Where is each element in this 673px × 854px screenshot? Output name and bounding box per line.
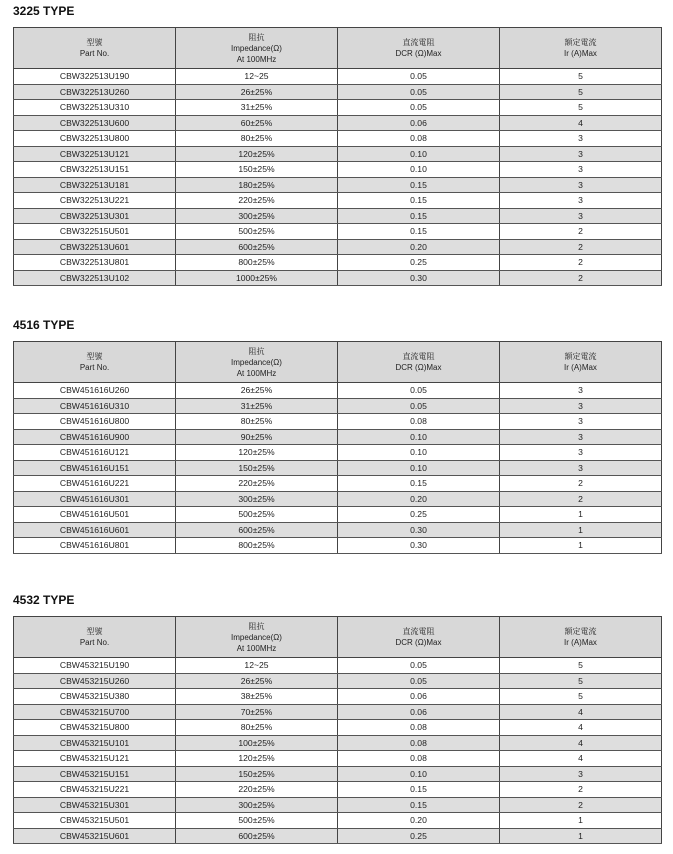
dcr-cell: 0.05 [338,398,500,414]
rated-current-cell: 5 [500,673,662,689]
rated-current-cell: 3 [500,131,662,147]
impedance-cell: 120±25% [176,751,338,767]
dcr-cell: 0.15 [338,193,500,209]
impedance-cell: 26±25% [176,383,338,399]
impedance-cell: 300±25% [176,491,338,507]
rated-current-cell: 5 [500,84,662,100]
table-row [14,658,662,674]
impedance-cell: 150±25% [176,162,338,178]
part-no-cell: CBW322515U501 [14,224,176,240]
table-row [14,69,662,85]
header-impedance: 阻抗 Impedance(Ω) At 100MHz [176,342,338,383]
rated-current-cell: 4 [500,115,662,131]
dcr-cell: 0.15 [338,224,500,240]
part-no-cell: CBW322513U801 [14,255,176,271]
rated-current-cell: 5 [500,100,662,116]
part-no-cell: CBW322513U601 [14,239,176,255]
impedance-cell: 150±25% [176,460,338,476]
impedance-cell: 120±25% [176,445,338,461]
header-row [14,28,662,69]
impedance-cell: 12~25 [176,658,338,674]
dcr-cell: 0.25 [338,828,500,844]
table-row [14,522,662,538]
table-row [14,84,662,100]
dcr-cell: 0.25 [338,255,500,271]
dcr-cell: 0.05 [338,100,500,116]
part-no-cell: CBW451616U601 [14,522,176,538]
dcr-cell: 0.05 [338,673,500,689]
part-no-cell: CBW451616U800 [14,414,176,430]
table-row [14,828,662,844]
part-no-cell: CBW453215U501 [14,813,176,829]
rated-current-cell: 1 [500,522,662,538]
rated-current-cell: 2 [500,270,662,286]
rated-current-cell: 3 [500,208,662,224]
table-row [14,751,662,767]
table-row [14,224,662,240]
part-no-cell: CBW451616U501 [14,507,176,523]
part-no-cell: CBW322513U310 [14,100,176,116]
part-no-cell: CBW451616U900 [14,429,176,445]
rated-current-cell: 2 [500,491,662,507]
table-row [14,255,662,271]
table-row [14,162,662,178]
impedance-cell: 800±25% [176,538,338,554]
dcr-cell: 0.10 [338,445,500,461]
table-row [14,673,662,689]
dcr-cell: 0.30 [338,270,500,286]
impedance-cell: 800±25% [176,255,338,271]
dcr-cell: 0.10 [338,162,500,178]
impedance-cell: 26±25% [176,84,338,100]
table-row [14,239,662,255]
part-no-cell: CBW453215U301 [14,797,176,813]
dcr-cell: 0.15 [338,177,500,193]
table-row [14,813,662,829]
part-no-cell: CBW453215U190 [14,658,176,674]
dcr-cell: 0.06 [338,689,500,705]
impedance-cell: 60±25% [176,115,338,131]
part-no-cell: CBW322513U190 [14,69,176,85]
impedance-cell: 70±25% [176,704,338,720]
table-row [14,193,662,209]
impedance-cell: 600±25% [176,522,338,538]
table-row [14,429,662,445]
section-4516 [13,318,661,554]
impedance-cell: 220±25% [176,476,338,492]
dcr-cell: 0.05 [338,84,500,100]
part-no-cell: CBW322513U221 [14,193,176,209]
rated-current-cell: 3 [500,383,662,399]
table-row [14,797,662,813]
table-row [14,476,662,492]
part-no-cell: CBW322513U800 [14,131,176,147]
dcr-cell: 0.20 [338,239,500,255]
part-no-cell: CBW451616U310 [14,398,176,414]
table-row [14,735,662,751]
impedance-cell: 500±25% [176,507,338,523]
impedance-cell: 12~25 [176,69,338,85]
impedance-cell: 300±25% [176,208,338,224]
rated-current-cell: 5 [500,69,662,85]
rated-current-cell: 2 [500,797,662,813]
rated-current-cell: 2 [500,255,662,271]
table-row [14,491,662,507]
rated-current-cell: 5 [500,689,662,705]
impedance-cell: 31±25% [176,398,338,414]
part-no-cell: CBW453215U151 [14,766,176,782]
impedance-cell: 26±25% [176,673,338,689]
table-row [14,414,662,430]
impedance-cell: 80±25% [176,131,338,147]
table-row [14,538,662,554]
part-no-cell: CBW451616U121 [14,445,176,461]
impedance-cell: 120±25% [176,146,338,162]
table-row [14,270,662,286]
impedance-cell: 80±25% [176,414,338,430]
dcr-cell: 0.05 [338,383,500,399]
rated-current-cell: 3 [500,766,662,782]
rated-current-cell: 1 [500,538,662,554]
spec-table [13,27,662,286]
part-no-cell: CBW453215U700 [14,704,176,720]
part-no-cell: CBW451616U260 [14,383,176,399]
table-row [14,177,662,193]
table-row [14,398,662,414]
spec-table [13,341,662,554]
table-row [14,146,662,162]
impedance-cell: 38±25% [176,689,338,705]
impedance-cell: 80±25% [176,720,338,736]
table-row [14,383,662,399]
rated-current-cell: 4 [500,704,662,720]
impedance-cell: 90±25% [176,429,338,445]
impedance-cell: 100±25% [176,735,338,751]
part-no-cell: CBW451616U151 [14,460,176,476]
part-no-cell: CBW453215U101 [14,735,176,751]
dcr-cell: 0.15 [338,782,500,798]
rated-current-cell: 3 [500,460,662,476]
dcr-cell: 0.06 [338,115,500,131]
header-row [14,342,662,383]
dcr-cell: 0.10 [338,429,500,445]
table-row [14,766,662,782]
header-dcr: 直流電阻 DCR (Ω)Max [338,342,500,383]
table-row [14,704,662,720]
impedance-cell: 500±25% [176,813,338,829]
header-rated-current: 額定電流 Ir (A)Max [500,617,662,658]
dcr-cell: 0.06 [338,704,500,720]
impedance-cell: 150±25% [176,766,338,782]
dcr-cell: 0.15 [338,208,500,224]
rated-current-cell: 3 [500,177,662,193]
header-row [14,617,662,658]
part-no-cell: CBW322513U600 [14,115,176,131]
dcr-cell: 0.15 [338,476,500,492]
section-4532 [13,593,661,844]
part-no-cell: CBW322513U151 [14,162,176,178]
rated-current-cell: 4 [500,720,662,736]
impedance-cell: 500±25% [176,224,338,240]
part-no-cell: CBW322513U102 [14,270,176,286]
table-row [14,445,662,461]
dcr-cell: 0.20 [338,813,500,829]
rated-current-cell: 3 [500,429,662,445]
dcr-cell: 0.08 [338,735,500,751]
table-row [14,507,662,523]
dcr-cell: 0.20 [338,491,500,507]
rated-current-cell: 3 [500,445,662,461]
table-row [14,460,662,476]
header-dcr: 直流電阻 DCR (Ω)Max [338,28,500,69]
table-row [14,131,662,147]
table-row [14,689,662,705]
header-part-no: 型號 Part No. [14,617,176,658]
rated-current-cell: 4 [500,735,662,751]
table-row [14,100,662,116]
section-3225 [13,4,661,286]
impedance-cell: 600±25% [176,239,338,255]
header-part-no: 型號 Part No. [14,28,176,69]
rated-current-cell: 3 [500,146,662,162]
part-no-cell: CBW451616U221 [14,476,176,492]
impedance-cell: 300±25% [176,797,338,813]
table-row [14,720,662,736]
header-dcr: 直流電阻 DCR (Ω)Max [338,617,500,658]
impedance-cell: 180±25% [176,177,338,193]
part-no-cell: CBW453215U380 [14,689,176,705]
table-row [14,115,662,131]
part-no-cell: CBW322513U181 [14,177,176,193]
dcr-cell: 0.10 [338,146,500,162]
spec-table [13,616,662,844]
part-no-cell: CBW453215U221 [14,782,176,798]
header-impedance: 阻抗 Impedance(Ω) At 100MHz [176,617,338,658]
rated-current-cell: 2 [500,476,662,492]
part-no-cell: CBW453215U601 [14,828,176,844]
section-title: 4516 TYPE [13,318,75,332]
rated-current-cell: 2 [500,782,662,798]
section-title: 3225 TYPE [13,4,75,18]
rated-current-cell: 3 [500,398,662,414]
impedance-cell: 31±25% [176,100,338,116]
impedance-cell: 220±25% [176,193,338,209]
dcr-cell: 0.08 [338,414,500,430]
rated-current-cell: 3 [500,414,662,430]
impedance-cell: 1000±25% [176,270,338,286]
table-row [14,782,662,798]
dcr-cell: 0.05 [338,658,500,674]
part-no-cell: CBW451616U801 [14,538,176,554]
dcr-cell: 0.25 [338,507,500,523]
dcr-cell: 0.10 [338,460,500,476]
part-no-cell: CBW322513U301 [14,208,176,224]
impedance-cell: 600±25% [176,828,338,844]
rated-current-cell: 2 [500,224,662,240]
rated-current-cell: 1 [500,828,662,844]
header-part-no: 型號 Part No. [14,342,176,383]
rated-current-cell: 2 [500,239,662,255]
header-rated-current: 額定電流 Ir (A)Max [500,342,662,383]
rated-current-cell: 3 [500,193,662,209]
dcr-cell: 0.30 [338,538,500,554]
rated-current-cell: 1 [500,813,662,829]
rated-current-cell: 1 [500,507,662,523]
dcr-cell: 0.15 [338,797,500,813]
dcr-cell: 0.08 [338,131,500,147]
part-no-cell: CBW453215U121 [14,751,176,767]
part-no-cell: CBW322513U121 [14,146,176,162]
rated-current-cell: 3 [500,162,662,178]
header-rated-current: 額定電流 Ir (A)Max [500,28,662,69]
impedance-cell: 220±25% [176,782,338,798]
part-no-cell: CBW453215U260 [14,673,176,689]
rated-current-cell: 4 [500,751,662,767]
rated-current-cell: 5 [500,658,662,674]
header-impedance: 阻抗 Impedance(Ω) At 100MHz [176,28,338,69]
dcr-cell: 0.08 [338,751,500,767]
dcr-cell: 0.30 [338,522,500,538]
table-row [14,208,662,224]
section-title: 4532 TYPE [13,593,75,607]
dcr-cell: 0.10 [338,766,500,782]
part-no-cell: CBW453215U800 [14,720,176,736]
dcr-cell: 0.08 [338,720,500,736]
dcr-cell: 0.05 [338,69,500,85]
part-no-cell: CBW451616U301 [14,491,176,507]
part-no-cell: CBW322513U260 [14,84,176,100]
